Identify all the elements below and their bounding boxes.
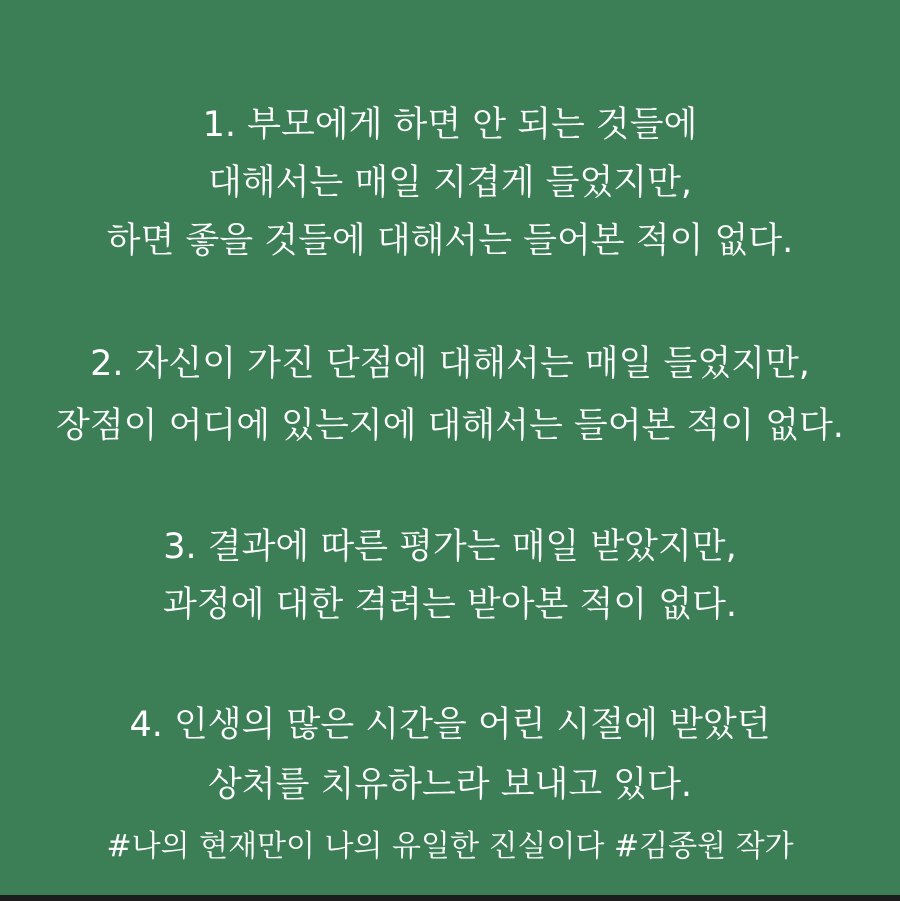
p2-line-2: 장점이 어디에 있는지에 대해서는 들어본 적이 없다. [56, 406, 844, 446]
p4-line-2: 상처를 치유하느라 보내고 있다. [207, 765, 693, 805]
bottom-edge [0, 895, 900, 901]
p3-line-1: 3. 결과에 따른 평가는 매일 받았지만, [163, 527, 737, 567]
hashtags: #나의 현재만이 나의 유일한 진실이다 #김종원 작가 [106, 829, 794, 864]
p1-line-2: 대해서는 매일 지겹게 들었지만, [207, 163, 693, 203]
p1-line-3: 하면 좋을 것들에 대해서는 들어본 적이 없다. [106, 221, 794, 261]
p1-line-1: 1. 부모에게 하면 안 되는 것들에 [202, 105, 698, 145]
p2-line-1: 2. 자신이 가진 단점에 대해서는 매일 들었지만, [90, 344, 810, 384]
p3-line-2: 과정에 대한 격려는 받아본 적이 없다. [163, 585, 737, 625]
p4-line-1: 4. 인생의 많은 시간을 어린 시절에 받았던 [129, 705, 771, 745]
